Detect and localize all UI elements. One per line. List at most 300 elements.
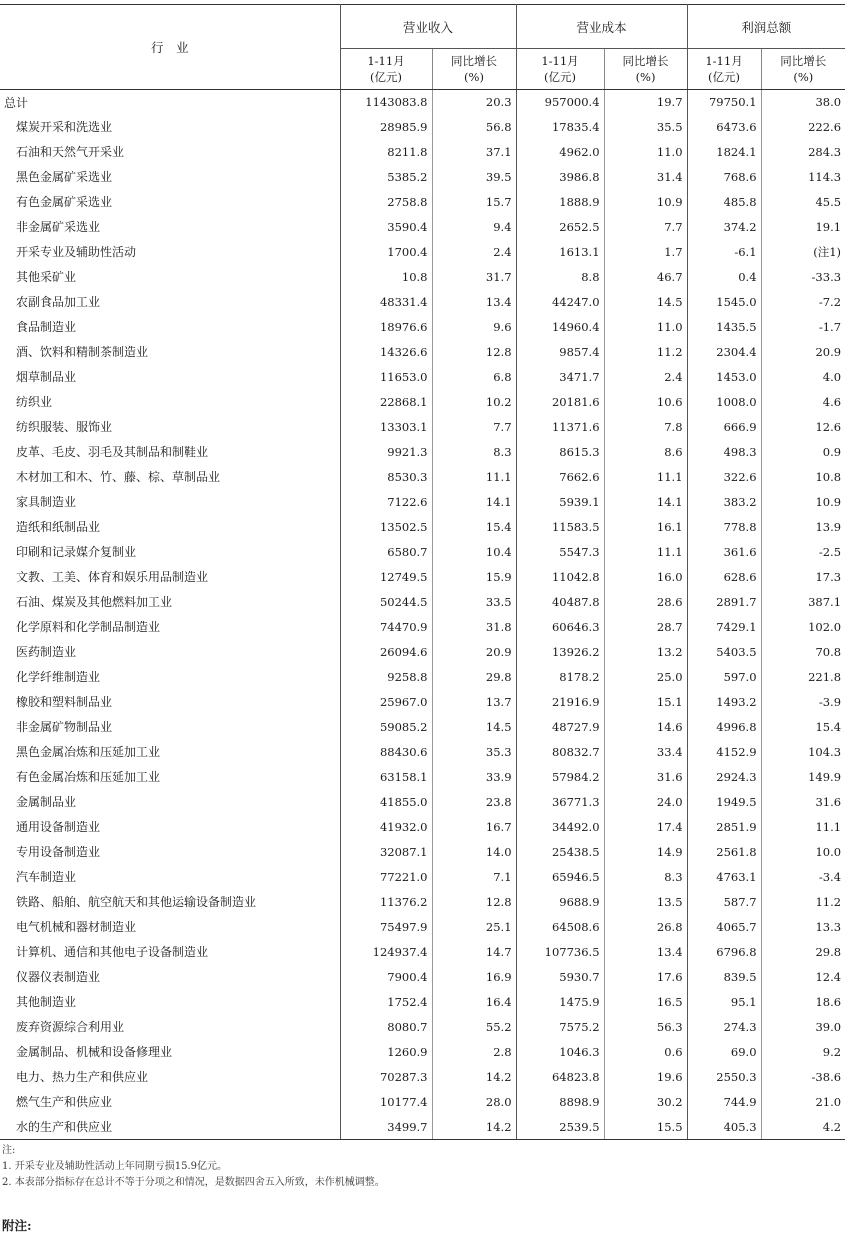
profit-growth: 38.0 [815,95,842,109]
table-row [0,664,845,689]
revenue-growth: 55.2 [432,1014,516,1039]
profit-growth-header: 同比增长 (%) [761,49,845,90]
table-row [0,714,845,739]
cost-growth: 16.0 [604,564,687,589]
cost-value: 7662.6 [516,464,604,489]
profit-value: 6796.8 [687,939,761,964]
revenue-value: 22868.1 [340,389,432,414]
revenue-value: 2758.8 [340,189,432,214]
profit-growth: -2.5 [818,544,842,559]
cost-value: 5547.3 [516,539,604,564]
profit-growth: 12.6 [815,419,842,434]
profit-growth: (注1) [813,244,842,259]
table-row [0,364,845,389]
profit-growth: -3.9 [818,694,842,709]
cost-growth: 7.8 [604,414,687,439]
profit-growth: 18.6 [815,994,842,1009]
revenue-growth: 14.5 [432,714,516,739]
cost-value: 9857.4 [516,339,604,364]
revenue-growth: 14.1 [432,489,516,514]
revenue-value-header: 1-11月 (亿元) [340,49,432,90]
industry-name: 文教、工美、体育和娱乐用品制造业 [0,564,340,589]
industry-name: 专用设备制造业 [0,839,340,864]
revenue-growth: 16.4 [432,989,516,1014]
industry-name: 开采专业及辅助性活动 [0,239,340,264]
table-row [0,689,845,714]
cost-value: 64823.8 [516,1064,604,1089]
revenue-value: 1752.4 [340,989,432,1014]
revenue-value: 70287.3 [340,1064,432,1089]
cost-value: 1046.3 [516,1039,604,1064]
industry-name: 橡胶和塑料制品业 [0,689,340,714]
revenue-value: 7122.6 [340,489,432,514]
revenue-growth: 2.4 [432,239,516,264]
table-row [0,1039,845,1064]
profit-growth: 10.8 [815,469,842,484]
revenue-value: 8080.7 [340,1014,432,1039]
industry-name: 医药制造业 [0,639,340,664]
cost-value: 17835.4 [516,114,604,139]
cost-value: 5930.7 [516,964,604,989]
revenue-value: 74470.9 [340,614,432,639]
cost-growth: 31.4 [604,164,687,189]
revenue-value: 10177.4 [340,1089,432,1114]
profit-value: 4763.1 [687,864,761,889]
revenue-value: 63158.1 [340,764,432,789]
profit-growth: 104.3 [808,744,842,759]
table-row [0,964,845,989]
revenue-growth: 31.8 [432,614,516,639]
cost-value: 8615.3 [516,439,604,464]
profit-value: 597.0 [687,664,761,689]
revenue-growth-header: 同比增长 (%) [432,49,516,90]
table-row [0,164,845,189]
table-row [0,514,845,539]
total-row [0,90,845,115]
revenue-value: 13303.1 [340,414,432,439]
industry-name: 通用设备制造业 [0,814,340,839]
profit-value: 1435.5 [687,314,761,339]
cost-value: 4962.0 [516,139,604,164]
revenue-growth: 9.4 [432,214,516,239]
revenue-value: 75497.9 [340,914,432,939]
revenue-growth: 10.2 [432,389,516,414]
cost-value: 3986.8 [516,164,604,189]
revenue-value: 50244.5 [340,589,432,614]
cost-growth: 11.1 [604,464,687,489]
profit-value: 4152.9 [687,739,761,764]
cost-growth: 15.5 [604,1114,687,1140]
cost-group-header: 营业成本 [516,5,687,49]
cost-value: 8.8 [516,264,604,289]
industry-name: 金属制品、机械和设备修理业 [0,1039,340,1064]
table-row [0,214,845,239]
industry-name: 石油、煤炭及其他燃料加工业 [0,589,340,614]
revenue-value: 41932.0 [340,814,432,839]
cost-value: 957000.4 [516,90,604,115]
table-row [0,864,845,889]
industry-name: 造纸和纸制品业 [0,514,340,539]
cost-growth: 11.1 [604,539,687,564]
cost-growth: 13.2 [604,639,687,664]
cost-growth: 11.0 [604,139,687,164]
profit-value: 4065.7 [687,914,761,939]
revenue-value: 5385.2 [340,164,432,189]
revenue-value: 8211.8 [340,139,432,164]
table-row [0,439,845,464]
cost-growth: 16.5 [604,989,687,1014]
table-row [0,489,845,514]
industry-name: 有色金属冶炼和压延加工业 [0,764,340,789]
revenue-value: 3499.7 [340,1114,432,1140]
revenue-value: 59085.2 [340,714,432,739]
revenue-value: 32087.1 [340,839,432,864]
cost-growth: 33.4 [604,739,687,764]
profit-value: 1824.1 [687,139,761,164]
revenue-value: 1260.9 [340,1039,432,1064]
revenue-growth: 13.4 [432,289,516,314]
profit-growth: 31.6 [815,794,842,809]
industry-column-header: 行 业 [0,5,340,90]
cost-value: 64508.6 [516,914,604,939]
table-row [0,189,845,214]
industry-name: 铁路、船舶、航空航天和其他运输设备制造业 [0,889,340,914]
profit-value: 485.8 [687,189,761,214]
profit-value: 498.3 [687,439,761,464]
revenue-growth: 23.8 [432,789,516,814]
cost-growth: 19.7 [604,90,687,115]
cost-value: 2539.5 [516,1114,604,1140]
cost-growth: 26.8 [604,914,687,939]
revenue-growth: 39.5 [432,164,516,189]
revenue-value: 88430.6 [340,739,432,764]
revenue-growth: 15.4 [432,514,516,539]
cost-growth: 0.6 [604,1039,687,1064]
profit-value: 744.9 [687,1089,761,1114]
cost-growth: 19.6 [604,1064,687,1089]
table-row [0,589,845,614]
cost-value: 20181.6 [516,389,604,414]
profit-value: 2561.8 [687,839,761,864]
industry-name: 总计 [0,90,340,115]
table-row [0,339,845,364]
profit-value: 405.3 [687,1114,761,1140]
table-row [0,764,845,789]
industry-name: 印刷和记录媒介复制业 [0,539,340,564]
revenue-growth: 7.1 [432,864,516,889]
cost-growth: 10.9 [604,189,687,214]
industry-name: 金属制品业 [0,789,340,814]
profit-value: 839.5 [687,964,761,989]
profit-growth: 221.8 [808,669,842,684]
revenue-value: 14326.6 [340,339,432,364]
cost-value: 8178.2 [516,664,604,689]
profit-growth: 9.2 [822,1044,842,1059]
profit-value: 322.6 [687,464,761,489]
profit-value: 6473.6 [687,114,761,139]
cost-growth: 11.0 [604,314,687,339]
cost-value: 1888.9 [516,189,604,214]
cost-value: 9688.9 [516,889,604,914]
cost-value: 48727.9 [516,714,604,739]
cost-value: 1613.1 [516,239,604,264]
revenue-value: 124937.4 [340,939,432,964]
revenue-growth: 16.9 [432,964,516,989]
revenue-growth: 7.7 [432,414,516,439]
cost-value: 7575.2 [516,1014,604,1039]
table-row [0,139,845,164]
revenue-growth: 6.8 [432,364,516,389]
cost-growth: 8.6 [604,439,687,464]
footnotes [2,1143,385,1191]
industry-name: 纺织业 [0,389,340,414]
industry-name: 黑色金属冶炼和压延加工业 [0,739,340,764]
cost-growth: 17.4 [604,814,687,839]
revenue-growth: 28.0 [432,1089,516,1114]
profit-value: 1545.0 [687,289,761,314]
profit-growth: 17.3 [815,569,842,584]
profit-growth: -38.6 [811,1069,842,1084]
cost-growth: 14.6 [604,714,687,739]
cost-value: 44247.0 [516,289,604,314]
profit-growth: 4.2 [761,1114,845,1140]
revenue-growth: 9.6 [432,314,516,339]
cost-growth: 15.1 [604,689,687,714]
industry-statistics-table [0,4,845,1140]
profit-value: 383.2 [687,489,761,514]
table-row [0,114,845,139]
cost-growth: 25.0 [604,664,687,689]
table-row [0,1014,845,1039]
cost-value: 3471.7 [516,364,604,389]
footnote-label: 注: [2,1145,16,1156]
cost-value: 57984.2 [516,764,604,789]
industry-name: 其他采矿业 [0,264,340,289]
profit-growth: 13.9 [815,519,842,534]
revenue-growth: 11.1 [432,464,516,489]
industry-name: 化学原料和化学制品制造业 [0,614,340,639]
industry-name: 有色金属矿采选业 [0,189,340,214]
cost-value: 8898.9 [516,1089,604,1114]
profit-growth: 284.3 [808,144,842,159]
revenue-growth: 35.3 [432,739,516,764]
table-row [0,639,845,664]
table-row [0,839,845,864]
revenue-value: 3590.4 [340,214,432,239]
cost-value: 14960.4 [516,314,604,339]
revenue-growth: 56.8 [432,114,516,139]
profit-value: 768.6 [687,164,761,189]
profit-value: 69.0 [687,1039,761,1064]
table-row [0,289,845,314]
revenue-value: 13502.5 [340,514,432,539]
table-row [0,239,845,264]
cost-value: 11042.8 [516,564,604,589]
table-row [0,814,845,839]
industry-name: 电气机械和器材制造业 [0,914,340,939]
industry-name: 家具制造业 [0,489,340,514]
table-row [0,464,845,489]
industry-name: 煤炭开采和洗选业 [0,114,340,139]
profit-growth: 387.1 [808,594,842,609]
table-row [0,889,845,914]
industry-name: 非金属矿物制品业 [0,714,340,739]
appendix-label: 附注: [2,1218,32,1233]
profit-value: 628.6 [687,564,761,589]
industry-name: 汽车制造业 [0,864,340,889]
industry-name: 计算机、通信和其他电子设备制造业 [0,939,340,964]
profit-value: 1493.2 [687,689,761,714]
cost-value: 11583.5 [516,514,604,539]
profit-value: 587.7 [687,889,761,914]
profit-growth: 114.3 [808,169,842,184]
revenue-growth: 8.3 [432,439,516,464]
revenue-value: 9258.8 [340,664,432,689]
profit-growth: 4.0 [822,369,842,384]
profit-value: 4996.8 [687,714,761,739]
table-row [0,1114,845,1140]
cost-growth: 11.2 [604,339,687,364]
cost-growth: 30.2 [604,1089,687,1114]
cost-growth: 35.5 [604,114,687,139]
revenue-value: 18976.6 [340,314,432,339]
profit-value: 95.1 [687,989,761,1014]
revenue-value: 7900.4 [340,964,432,989]
profit-value: 2924.3 [687,764,761,789]
cost-value: 21916.9 [516,689,604,714]
industry-name: 石油和天然气开采业 [0,139,340,164]
cost-value: 13926.2 [516,639,604,664]
cost-value: 40487.8 [516,589,604,614]
profit-growth: 39.0 [815,1019,842,1034]
revenue-value: 1143083.8 [340,90,432,115]
revenue-value: 8530.3 [340,464,432,489]
revenue-value: 11653.0 [340,364,432,389]
profit-value: -6.1 [687,239,761,264]
industry-name: 皮革、毛皮、羽毛及其制品和制鞋业 [0,439,340,464]
profit-value: 374.2 [687,214,761,239]
revenue-growth: 14.0 [432,839,516,864]
profit-value: 79750.1 [687,90,761,115]
cost-growth: 10.6 [604,389,687,414]
cost-growth: 13.4 [604,939,687,964]
profit-growth: 222.6 [808,119,842,134]
profit-growth: 13.3 [815,919,842,934]
profit-value: 778.8 [687,514,761,539]
profit-growth: 10.9 [815,494,842,509]
profit-growth: -33.3 [811,269,842,284]
cost-value: 1475.9 [516,989,604,1014]
profit-growth: 12.4 [815,969,842,984]
cost-growth-header: 同比增长 (%) [604,49,687,90]
table-row [0,564,845,589]
industry-name: 纺织服装、服饰业 [0,414,340,439]
cost-growth: 46.7 [604,264,687,289]
industry-name: 酒、饮料和精制茶制造业 [0,339,340,364]
cost-value: 65946.5 [516,864,604,889]
profit-growth: 149.9 [808,769,842,784]
profit-growth: -3.4 [818,869,842,884]
profit-growth: 11.2 [815,894,842,909]
table-body [0,90,845,1140]
profit-value: 666.9 [687,414,761,439]
cost-value-header: 1-11月 (亿元) [516,49,604,90]
profit-growth: 10.0 [815,844,842,859]
revenue-growth: 14.2 [432,1114,516,1140]
industry-name: 烟草制品业 [0,364,340,389]
cost-value: 11371.6 [516,414,604,439]
revenue-value: 25967.0 [340,689,432,714]
revenue-growth: 25.1 [432,914,516,939]
industry-name: 非金属矿采选业 [0,214,340,239]
revenue-growth: 37.1 [432,139,516,164]
profit-value: 2891.7 [687,589,761,614]
revenue-growth: 2.8 [432,1039,516,1064]
industry-name: 废弃资源综合利用业 [0,1014,340,1039]
industry-name: 其他制造业 [0,989,340,1014]
profit-growth: -1.7 [818,319,842,334]
profit-growth: 70.8 [815,644,842,659]
profit-growth: 11.1 [815,819,842,834]
revenue-growth: 20.9 [432,639,516,664]
industry-name: 电力、热力生产和供应业 [0,1064,340,1089]
revenue-growth: 31.7 [432,264,516,289]
table-row [0,739,845,764]
profit-value-header: 1-11月 (亿元) [687,49,761,90]
profit-growth: 20.9 [815,344,842,359]
profit-growth: 29.8 [815,944,842,959]
revenue-growth: 16.7 [432,814,516,839]
revenue-group-header: 营业收入 [340,5,516,49]
revenue-growth: 12.8 [432,339,516,364]
profit-value: 1453.0 [687,364,761,389]
industry-name: 农副食品加工业 [0,289,340,314]
industry-name: 仪器仪表制造业 [0,964,340,989]
industry-name: 燃气生产和供应业 [0,1089,340,1114]
cost-growth: 24.0 [604,789,687,814]
table-row [0,1089,845,1114]
revenue-growth: 14.2 [432,1064,516,1089]
cost-value: 5939.1 [516,489,604,514]
footnote-1: 1. 开采专业及辅助性活动上年同期亏损15.9亿元。 [2,1161,227,1172]
cost-growth: 16.1 [604,514,687,539]
cost-growth: 2.4 [604,364,687,389]
table-row [0,264,845,289]
table-row [0,389,845,414]
profit-growth: -7.2 [818,294,842,309]
profit-value: 361.6 [687,539,761,564]
cost-value: 36771.3 [516,789,604,814]
revenue-value: 9921.3 [340,439,432,464]
profit-growth: 45.5 [815,194,842,209]
revenue-growth: 29.8 [432,664,516,689]
industry-name: 化学纤维制造业 [0,664,340,689]
table-row [0,1064,845,1089]
cost-growth: 28.6 [604,589,687,614]
cost-growth: 28.7 [604,614,687,639]
profit-growth: 15.4 [815,719,842,734]
cost-growth: 7.7 [604,214,687,239]
industry-name: 水的生产和供应业 [0,1114,340,1140]
profit-value: 2304.4 [687,339,761,364]
revenue-value: 6580.7 [340,539,432,564]
cost-value: 25438.5 [516,839,604,864]
revenue-growth: 15.7 [432,189,516,214]
profit-value: 1008.0 [687,389,761,414]
table-row [0,914,845,939]
revenue-value: 28985.9 [340,114,432,139]
profit-growth: 0.9 [822,444,842,459]
